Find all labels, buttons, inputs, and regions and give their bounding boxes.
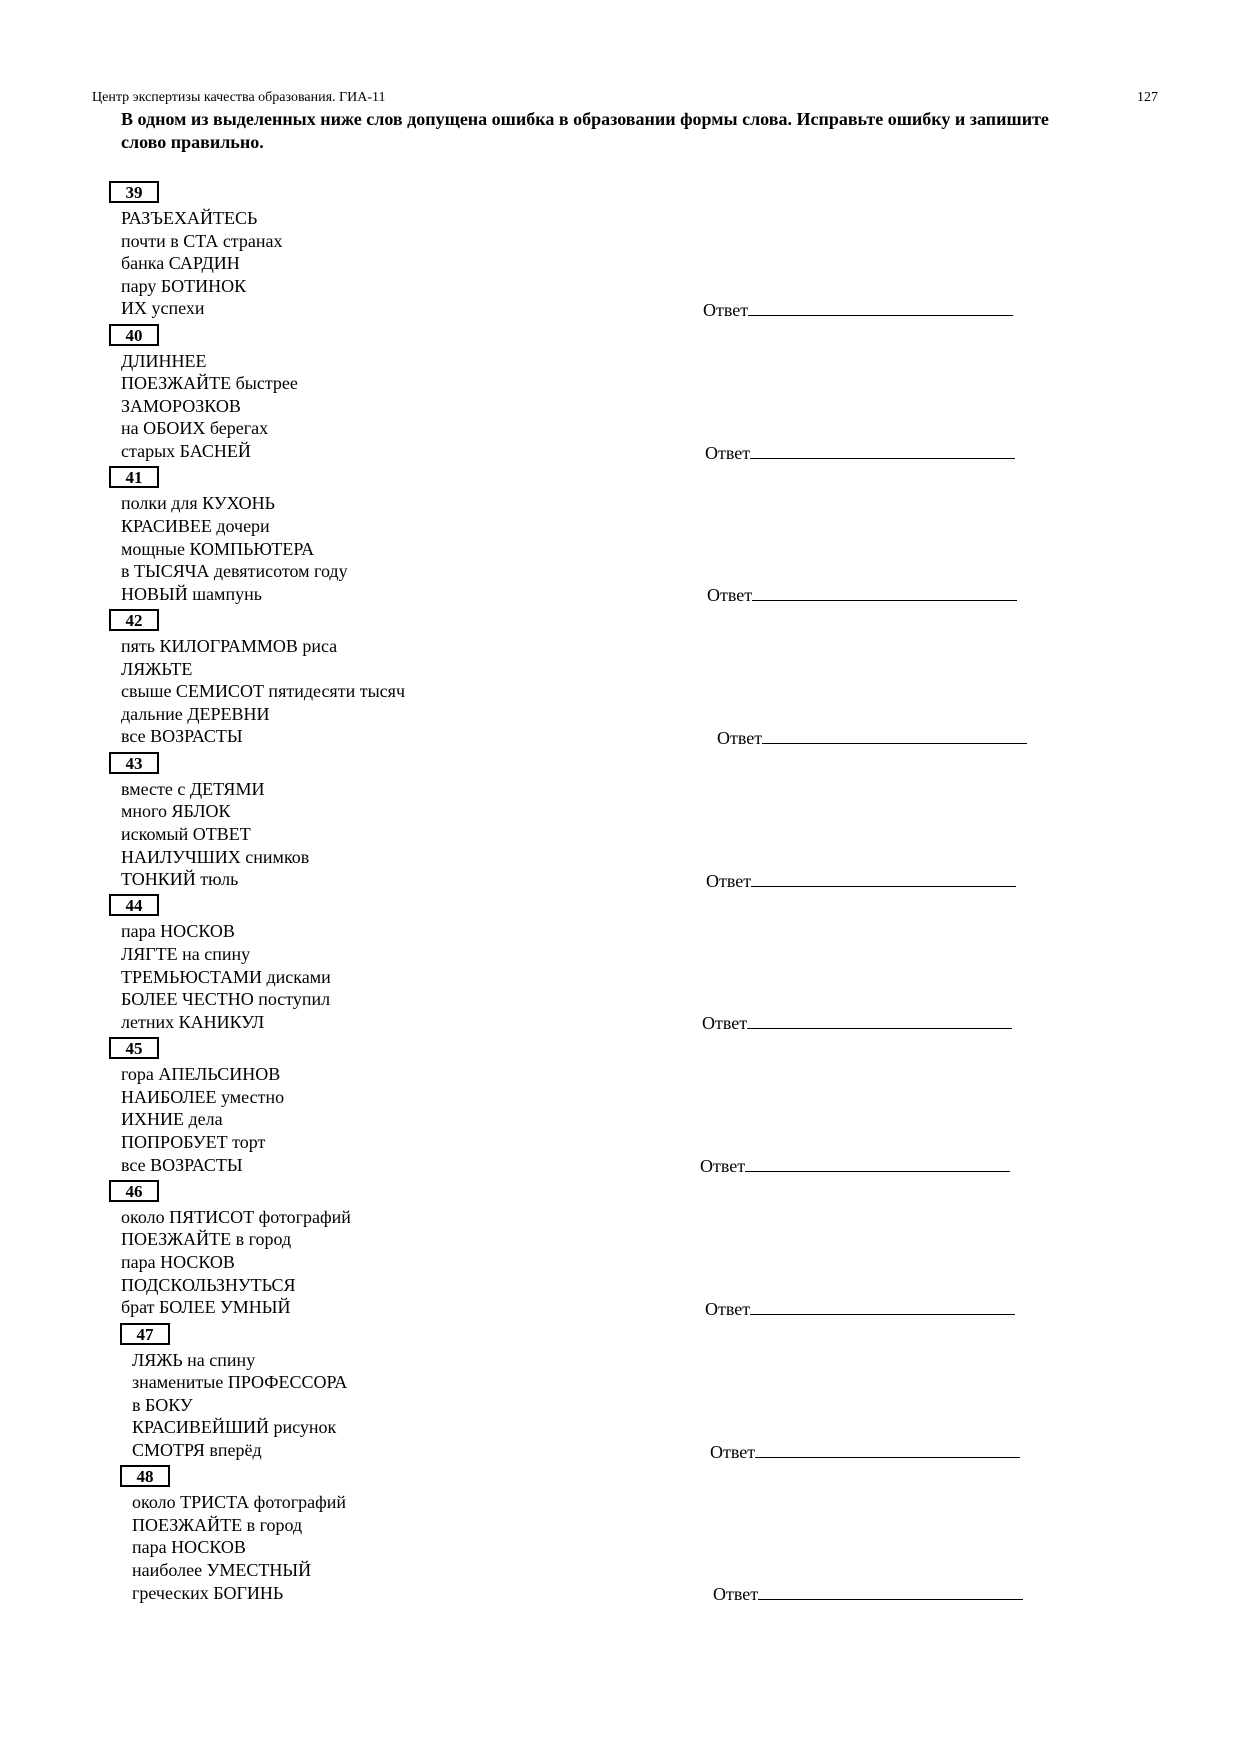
word-option: в БОКУ: [132, 1394, 193, 1415]
word-option: ЛЯЖЬ на спину: [132, 1349, 256, 1370]
task-block: [0, 466, 1241, 609]
answer-row: [707, 583, 1017, 606]
word-option: в ТЫСЯЧА девятисотом году: [121, 561, 348, 582]
word-options: [121, 635, 405, 748]
answer-line[interactable]: [747, 1011, 1012, 1029]
word-option: много ЯБЛОК: [121, 801, 231, 822]
word-options: [121, 492, 348, 605]
word-option: гора АПЕЛЬСИНОВ: [121, 1064, 281, 1085]
word-option: все ВОЗРАСТЫ: [121, 726, 243, 747]
answer-label: Ответ: [706, 870, 752, 891]
word-option: знаменитые ПРОФЕССОРА: [132, 1372, 348, 1393]
word-options: [121, 920, 331, 1033]
answer-row: [705, 1297, 1015, 1320]
answer-row: [700, 1154, 1010, 1177]
word-option: КРАСИВЕЕ дочери: [121, 515, 270, 536]
word-option: РАЗЪЕХАЙТЕСЬ: [121, 208, 258, 228]
word-option: СМОТРЯ вперёд: [132, 1439, 262, 1460]
word-options: [132, 1349, 347, 1462]
task-block: [0, 324, 1241, 467]
answer-line[interactable]: [745, 1154, 1010, 1172]
word-options: [121, 350, 298, 463]
header-organization: Центр экспертизы качества образования. ГИА-11: [92, 90, 386, 105]
word-option: полки для КУХОНЬ: [121, 493, 275, 514]
task-number-box: 48: [120, 1465, 170, 1487]
answer-row: [705, 441, 1015, 464]
word-option: НОВЫЙ шампунь: [121, 583, 262, 604]
answer-line[interactable]: [752, 583, 1017, 601]
word-option: пару БОТИНОК: [121, 275, 247, 296]
answer-label: Ответ: [713, 1584, 759, 1605]
word-option: ИХ успехи: [121, 298, 205, 319]
answer-line[interactable]: [750, 441, 1015, 459]
word-option: БОЛЕЕ ЧЕСТНО поступил: [121, 989, 331, 1010]
task-block: [0, 181, 1241, 324]
word-option: ЛЯЖЬТЕ: [121, 658, 193, 679]
answer-label: Ответ: [717, 728, 763, 749]
word-option: пять КИЛОГРАММОВ риса: [121, 636, 338, 657]
word-option: КРАСИВЕЙШИЙ рисунок: [132, 1417, 337, 1438]
answer-line[interactable]: [755, 1440, 1020, 1458]
word-option: греческих БОГИНЬ: [132, 1582, 284, 1603]
answer-line[interactable]: [748, 298, 1013, 316]
task-number-box: 42: [109, 609, 159, 631]
word-option: ИХНИЕ дела: [121, 1109, 223, 1130]
word-option: пара НОСКОВ: [121, 921, 235, 942]
word-options: [121, 1206, 351, 1319]
answer-label: Ответ: [703, 300, 749, 320]
word-option: около ПЯТИСОТ фотографий: [121, 1206, 351, 1227]
answer-line[interactable]: [758, 1582, 1023, 1600]
answer-row: [703, 298, 1013, 321]
answer-label: Ответ: [700, 1156, 746, 1177]
task-block: [0, 1465, 1241, 1608]
word-option: искомый ОТВЕТ: [121, 823, 251, 844]
word-option: ЛЯГТЕ на спину: [121, 944, 251, 965]
answer-label: Ответ: [702, 1013, 748, 1034]
task-number-box: 43: [109, 752, 159, 774]
answer-label: Ответ: [707, 585, 753, 606]
word-option: брат БОЛЕЕ УМНЫЙ: [121, 1297, 291, 1318]
task-number-box: 41: [109, 466, 159, 488]
word-option: летних КАНИКУЛ: [121, 1011, 265, 1032]
answer-label: Ответ: [705, 442, 751, 463]
answer-line[interactable]: [751, 869, 1016, 887]
word-options: [121, 1063, 284, 1176]
task-number-box: 46: [109, 1180, 159, 1202]
word-option: вместе с ДЕТЯМИ: [121, 778, 265, 799]
word-option: пара НОСКОВ: [132, 1537, 246, 1558]
word-option: пара НОСКОВ: [121, 1252, 235, 1272]
word-option: ЗАМОРОЗКОВ: [121, 395, 241, 416]
word-option: все ВОЗРАСТЫ: [121, 1154, 243, 1175]
word-option: наиболее УМЕСТНЫЙ: [132, 1559, 312, 1580]
word-option: ПОЕЗЖАЙТЕ в город: [132, 1514, 303, 1535]
word-option: ПОЕЗЖАЙТЕ быстрее: [121, 373, 298, 394]
task-number-box: 39: [109, 181, 159, 203]
word-option: свыше СЕМИСОТ пятидесяти тысяч: [121, 681, 405, 702]
answer-line[interactable]: [750, 1297, 1015, 1315]
task-list: [0, 181, 1241, 1608]
word-option: ТРЕМЬЮСТАМИ дисками: [121, 966, 331, 987]
answer-row: [706, 869, 1016, 892]
word-option: ПОДСКОЛЬЗНУТЬСЯ: [121, 1274, 296, 1295]
word-option: дальние ДЕРЕВНИ: [121, 703, 270, 724]
word-option: ПОПРОБУЕТ торт: [121, 1131, 266, 1152]
answer-row: [717, 726, 1027, 749]
word-option: около ТРИСТА фотографий: [132, 1492, 347, 1513]
word-options: [132, 1491, 346, 1604]
word-option: НАИЛУЧШИХ снимков: [121, 846, 310, 867]
task-block: [0, 1180, 1241, 1323]
answer-row: [702, 1011, 1012, 1034]
task-block: [0, 609, 1241, 752]
word-option: на ОБОИХ берегах: [121, 418, 269, 439]
word-options: [121, 778, 309, 891]
task-block: [0, 1037, 1241, 1180]
task-instruction: В одном из выделенных ниже слов допущена ошибка в образовании формы слова. Исправьте ошибку и запишите слово правильно.: [121, 109, 1049, 152]
task-block: [0, 894, 1241, 1037]
task-number-box: 44: [109, 894, 159, 916]
task-number-box: 47: [120, 1323, 170, 1345]
answer-label: Ответ: [705, 1298, 751, 1319]
word-option: почти в СТА странах: [121, 230, 283, 251]
word-option: старых БАСНЕЙ: [121, 441, 251, 462]
word-option: ТОНКИЙ тюль: [121, 869, 239, 890]
word-options: [121, 207, 283, 320]
answer-label: Ответ: [710, 1441, 756, 1462]
word-option: банка САРДИН: [121, 253, 240, 274]
answer-line[interactable]: [762, 726, 1027, 744]
word-option: мощные КОМПЬЮТЕРА: [121, 538, 315, 559]
word-option: ПОЕЗЖАЙТЕ в город: [121, 1229, 292, 1250]
task-block: [0, 1323, 1241, 1466]
page-number: 127: [1137, 90, 1158, 105]
task-number-box: 40: [109, 324, 159, 346]
page-header: [92, 90, 1158, 110]
task-block: [0, 752, 1241, 895]
word-option: ДЛИННЕЕ: [121, 350, 207, 371]
task-number-box: 45: [109, 1037, 159, 1059]
answer-row: [713, 1582, 1023, 1605]
word-option: НАИБОЛЕЕ уместно: [121, 1086, 285, 1107]
answer-row: [710, 1440, 1020, 1463]
